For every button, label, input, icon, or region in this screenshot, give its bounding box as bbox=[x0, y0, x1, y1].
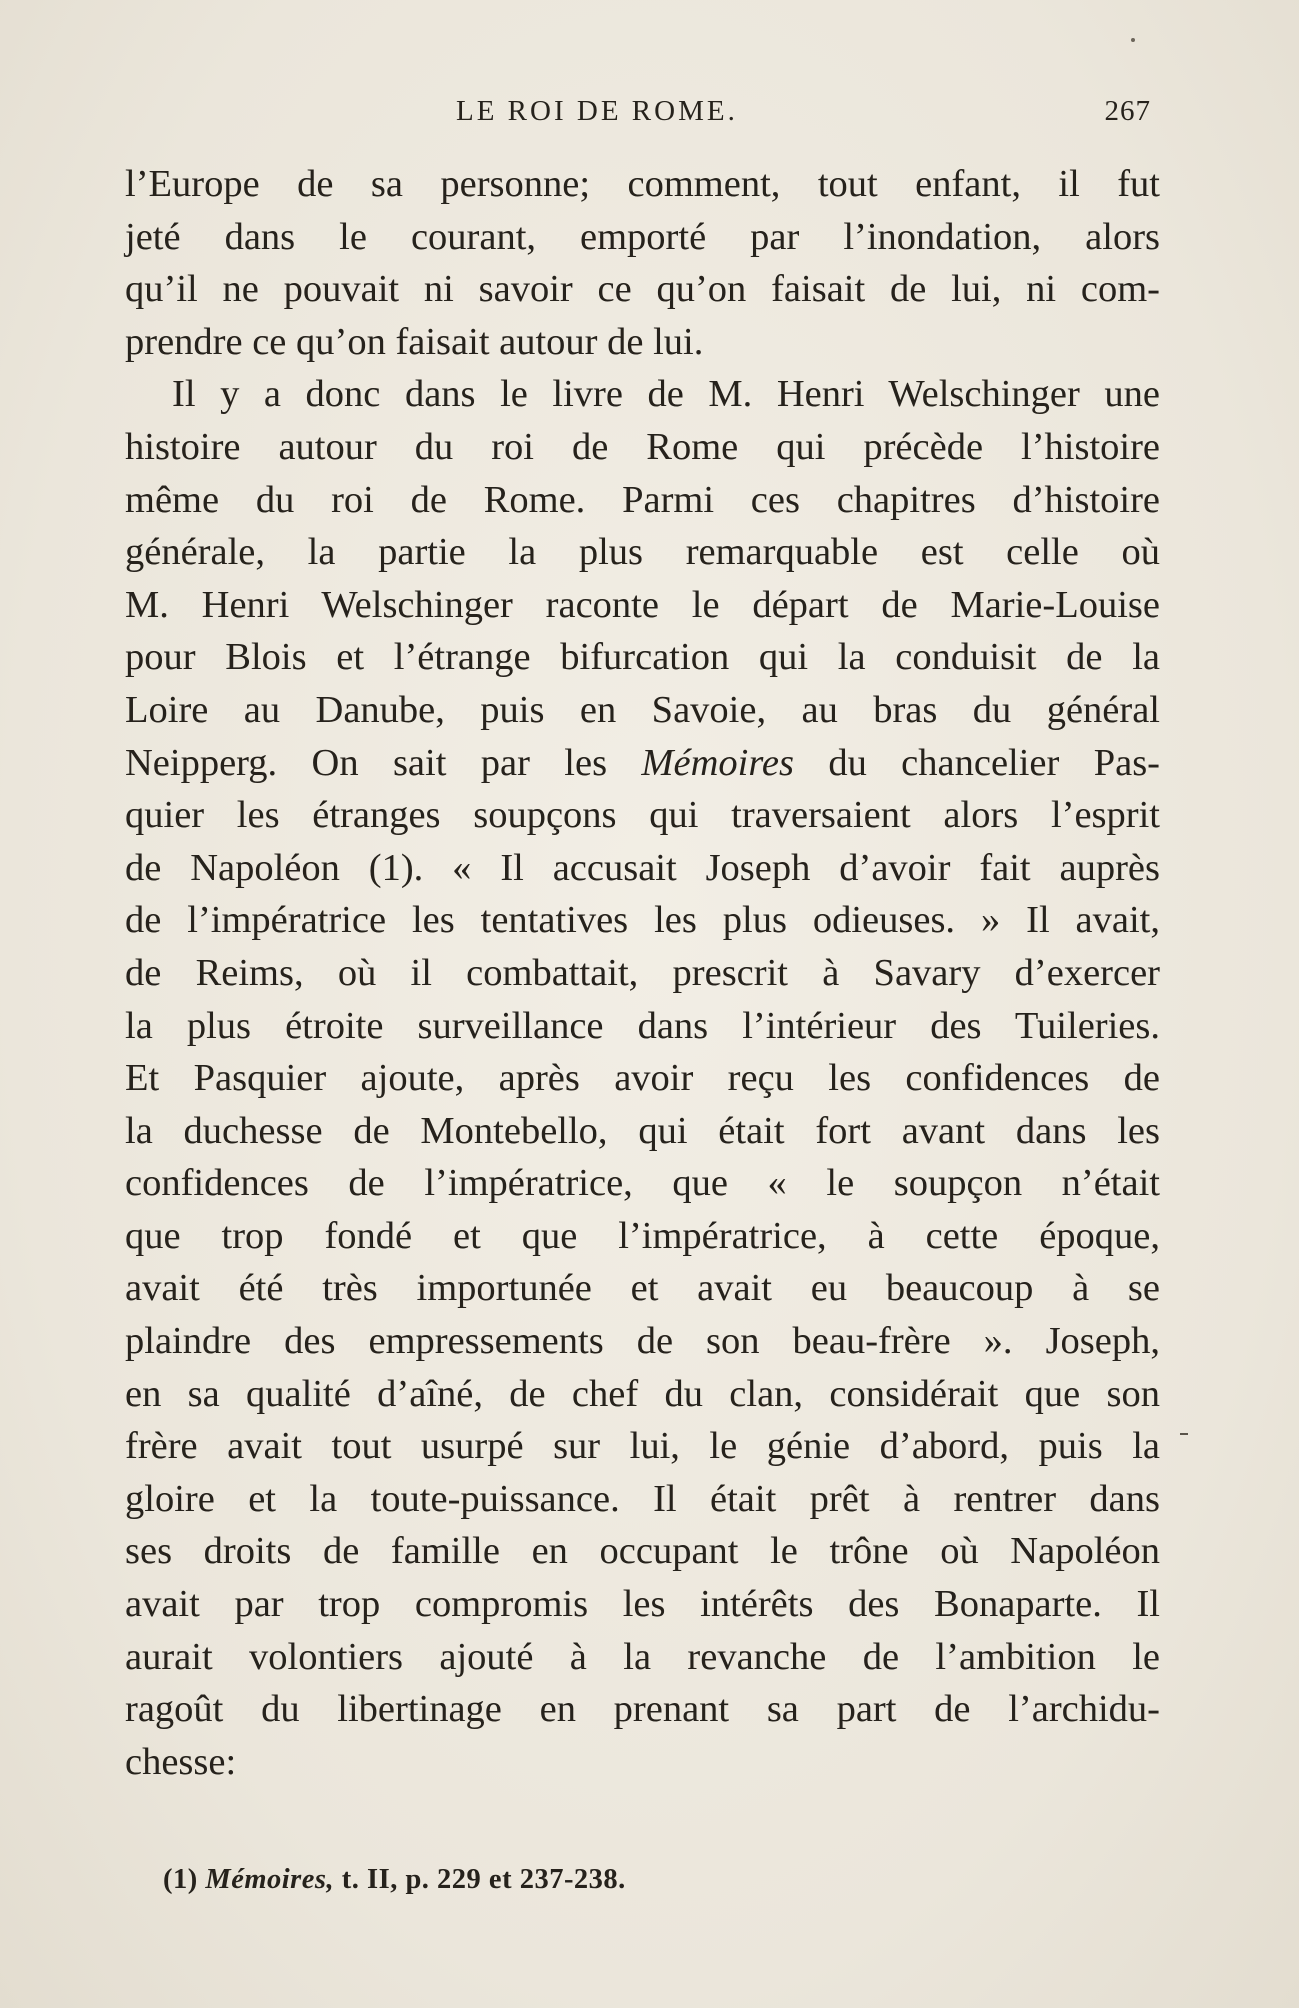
running-header bbox=[0, 95, 1299, 135]
paragraph-first-line: Il y a donc dans le livre de M. Henri Welschinger une bbox=[172, 373, 1160, 416]
text-segment: Neipperg. On sait par les bbox=[125, 741, 642, 784]
text-line: prendre ce qu’on faisait autour de lui. bbox=[125, 320, 704, 363]
margin-mark bbox=[1180, 1433, 1188, 1435]
footnote-title: Mémoires, bbox=[205, 1864, 335, 1895]
text-line: ses droits de famille en occupant le trône où Napoléon bbox=[125, 1530, 1160, 1573]
text-line: que trop fondé et que l’impératrice, à cette époque, bbox=[125, 1214, 1160, 1257]
text-line: confidences de l’impératrice, que « le soupçon n’était bbox=[125, 1162, 1160, 1205]
text-line: générale, la partie la plus remarquable est celle où bbox=[125, 531, 1160, 574]
text-line: chesse: bbox=[125, 1740, 237, 1783]
text-segment: du chancelier Pas- bbox=[793, 741, 1160, 784]
text-line: en sa qualité d’aîné, de chef du clan, considérait que son bbox=[125, 1372, 1160, 1415]
italic-title-memoires: Mémoires bbox=[641, 741, 794, 784]
text-line: ragoût du libertinage en prenant sa part de l’archidu- bbox=[125, 1688, 1160, 1731]
text-line: qu’il ne pouvait ni savoir ce qu’on faisait de lui, ni com- bbox=[125, 268, 1160, 311]
text-line: Loire au Danube, puis en Savoie, au bras du général bbox=[125, 688, 1160, 731]
text-line: avait par trop compromis les intérêts des Bonaparte. Il bbox=[125, 1583, 1160, 1626]
footnote-reference: t. II, p. 229 et 237-238. bbox=[334, 1864, 626, 1895]
text-line: M. Henri Welschinger raconte le départ de Marie-Louise bbox=[125, 583, 1160, 626]
text-line-with-italic bbox=[125, 737, 1160, 790]
page-number: 267 bbox=[1104, 95, 1151, 127]
text-line: gloire et la toute-puissance. Il était prêt à rentrer dans bbox=[125, 1477, 1160, 1520]
text-line: histoire autour du roi de Rome qui précède l’histoire bbox=[125, 425, 1160, 468]
text-line: plaindre des empressements de son beau-frère ». Joseph, bbox=[125, 1320, 1160, 1363]
text-line: l’Europe de sa personne; comment, tout enfant, il fut bbox=[125, 163, 1160, 205]
text-line: la duchesse de Montebello, qui était fort avant dans les bbox=[125, 1109, 1160, 1152]
body-text bbox=[125, 158, 1160, 1788]
print-speck bbox=[1131, 38, 1135, 42]
text-line: de Napoléon (1). « Il accusait Joseph d’avoir fait auprès bbox=[125, 846, 1160, 889]
text-line: quier les étranges soupçons qui traversaient alors l’esprit bbox=[125, 794, 1160, 837]
text-line: pour Blois et l’étrange bifurcation qui la conduisit de la bbox=[125, 636, 1160, 679]
running-title: LE ROI DE ROME. bbox=[456, 95, 738, 127]
text-line: de Reims, où il combattait, prescrit à Savary d’exercer bbox=[125, 951, 1160, 994]
text-line: frère avait tout usurpé sur lui, le génie d’abord, puis la bbox=[125, 1425, 1160, 1468]
text-line: avait été très importunée et avait eu beaucoup à se bbox=[125, 1267, 1160, 1310]
footnote-number: (1) bbox=[163, 1864, 198, 1895]
footnote bbox=[163, 1864, 626, 1896]
text-line: jeté dans le courant, emporté par l’inondation, alors bbox=[125, 215, 1160, 258]
text-line: même du roi de Rome. Parmi ces chapitres d’histoire bbox=[125, 478, 1160, 521]
text-line: de l’impératrice les tentatives les plus odieuses. » Il avait, bbox=[125, 899, 1160, 942]
text-line: la plus étroite surveillance dans l’intérieur des Tuileries. bbox=[125, 1004, 1160, 1047]
text-line: aurait volontiers ajouté à la revanche de l’ambition le bbox=[125, 1635, 1160, 1678]
text-line: Et Pasquier ajoute, après avoir reçu les confidences de bbox=[125, 1057, 1160, 1100]
